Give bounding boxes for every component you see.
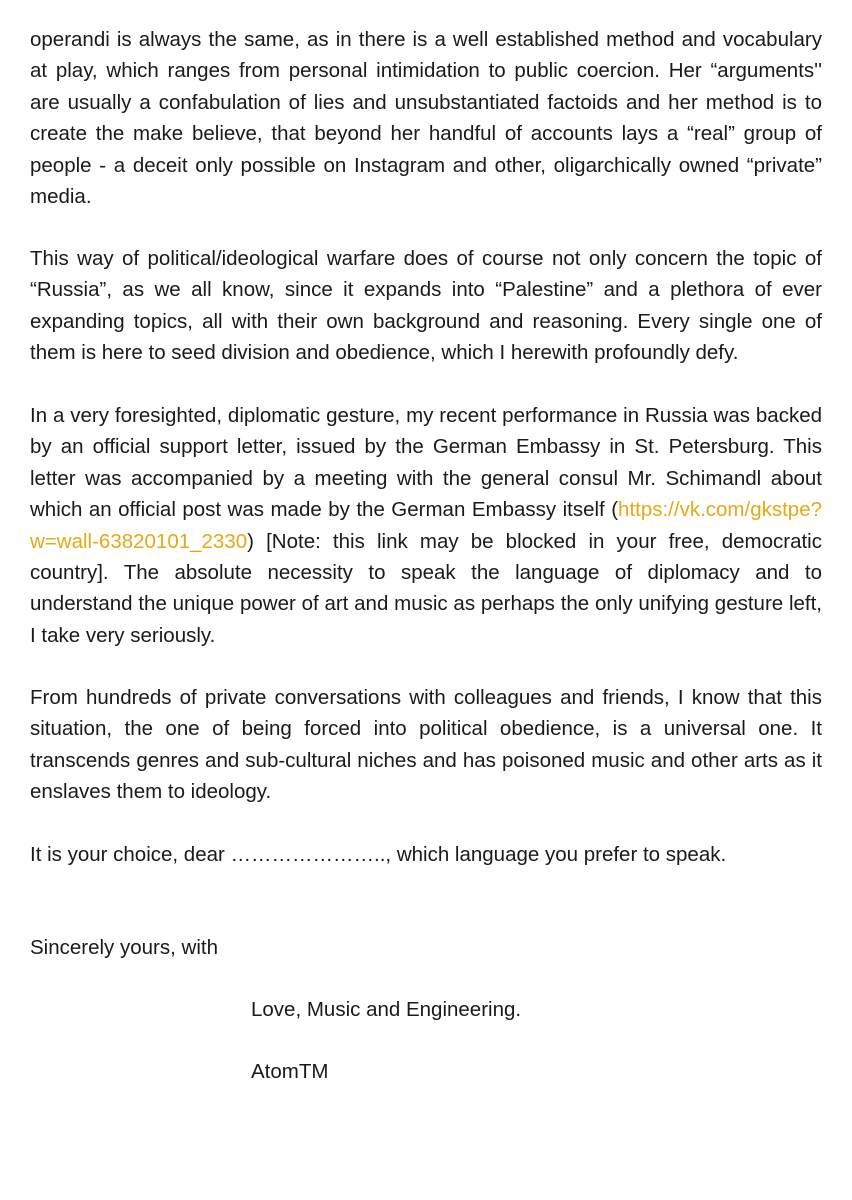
paragraph-5: It is your choice, dear ………………….., which language you prefer to speak. — [30, 843, 727, 866]
paragraph-3-text-before-link: In a very foresighted, diplomatic gesture, my recent performance in Russia was backed by an official support letter, issued by the German Embassy in St. Petersburg. This letter was accompanied by a meeting with the general consul Mr. Schimandl about which an official post was made by the German Embassy itself ( — [30, 404, 822, 522]
signature-name: AtomTM — [251, 1060, 329, 1083]
paragraph-1: operandi is always the same, as in there is a well established method and vocabulary at play, which ranges from personal intimidation to public coercion. Her “arguments'' are usually a confabulation of lies and unsubstantiated factoids and her method is to create the make believe, that beyond her handful of accounts lays a “real” group of people - a deceit only possible on Instagram and other, oligarchically owned “private” media. — [30, 28, 822, 209]
paragraph-3 — [30, 400, 822, 651]
paragraph-2: This way of political/ideological warfare does of course not only concern the topic of “Russia”, as we all know, since it expands into “Palestine” and a plethora of ever expanding topics, all with their own background and reasoning. Every single one of them is here to seed division and obedience, which I herewith profoundly defy. — [30, 247, 822, 365]
paragraph-3-text-after-link: ) [Note: this link may be blocked in your free, democratic country]. The absolute necessity to speak the language of diplomacy and to understand the unique power of art and music as perhaps the only unifying gesture left, I take very seriously. — [30, 529, 822, 647]
closing-line: Sincerely yours, with — [30, 936, 218, 959]
signature-line: Love, Music and Engineering. — [251, 998, 522, 1021]
paragraph-4: From hundreds of private conversations with colleagues and friends, I know that this situation, the one of being forced into political obedience, is a universal one. It transcends genres and sub-cultural niches and has poisoned music and other arts as it enslaves them to ideology. — [30, 686, 822, 804]
embassy-post-link[interactable]: https://vk.com/gkstpe?w=wall-63820101_2330 — [30, 498, 822, 553]
